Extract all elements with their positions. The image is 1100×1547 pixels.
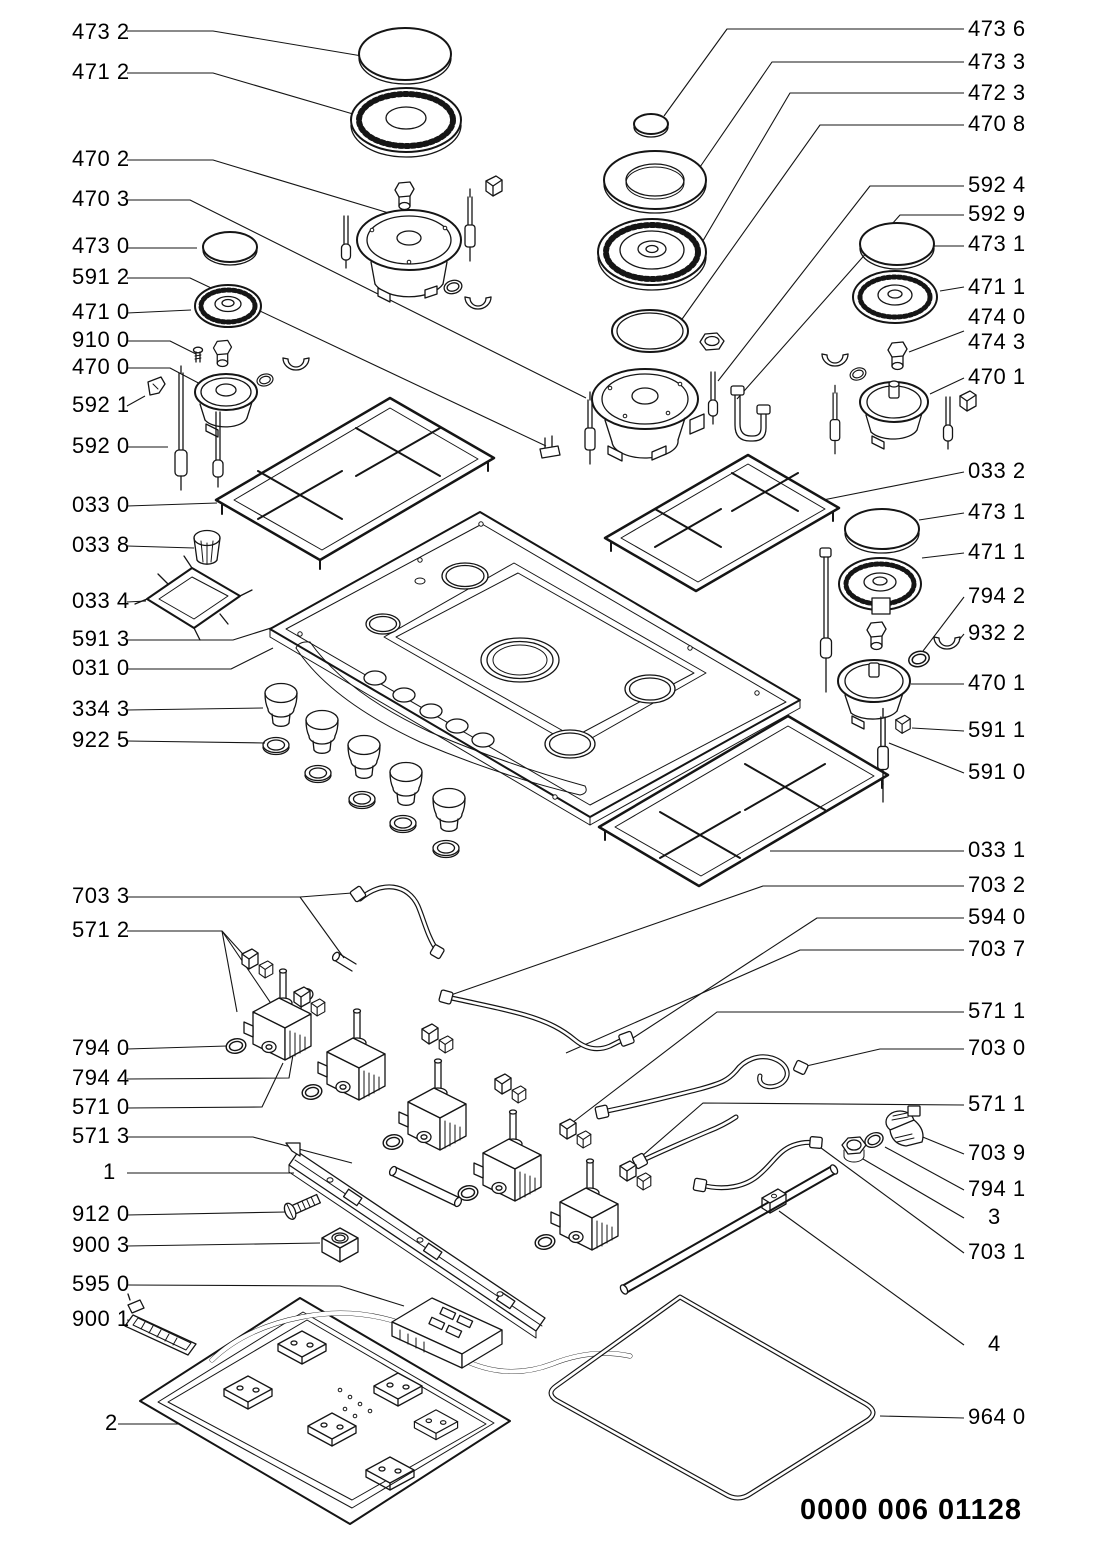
part-label-3343: 334 3	[72, 696, 130, 721]
part-label-0330: 033 0	[72, 492, 130, 517]
part-label-4710: 471 0	[72, 299, 130, 324]
part-label-4711: 471 1	[968, 274, 1026, 299]
part-label-7940: 794 0	[72, 1035, 130, 1060]
part-label-7033: 703 3	[72, 883, 130, 908]
part-label-5921: 592 1	[72, 392, 130, 417]
part-label-5713: 571 3	[72, 1123, 130, 1148]
part-label-4700: 470 0	[72, 354, 130, 379]
part-label-5929: 592 9	[968, 201, 1026, 226]
part-label-7032: 703 2	[968, 872, 1026, 897]
nut-block	[322, 1228, 358, 1262]
drawing-number: 0000 006 01128	[800, 1494, 1023, 1526]
part-label-4730: 473 0	[72, 233, 130, 258]
part-label-5924: 592 4	[968, 172, 1026, 197]
part-label-4731-b: 473 1	[968, 499, 1026, 524]
part-label-0338: 033 8	[72, 532, 130, 557]
part-label-7039: 703 9	[968, 1140, 1026, 1165]
part-label-item2: 2	[105, 1410, 118, 1435]
part-label-4701: 470 1	[968, 364, 1026, 389]
part-label-4702: 470 2	[72, 146, 130, 171]
part-label-0332: 033 2	[968, 458, 1026, 483]
short-tube	[388, 1165, 463, 1207]
part-label-7944: 794 4	[72, 1065, 130, 1090]
part-label-5920: 592 0	[72, 433, 130, 458]
part-label-0334: 033 4	[72, 588, 130, 613]
burner-top-left	[342, 28, 503, 309]
deflector-clip	[148, 377, 165, 395]
part-label-4736: 473 6	[968, 16, 1026, 41]
spark-generator	[392, 1298, 502, 1368]
part-label-4732: 473 2	[72, 19, 130, 44]
seal-gasket	[551, 1297, 873, 1498]
part-label-5910: 591 0	[968, 759, 1026, 784]
part-label-9100: 910 0	[72, 327, 130, 352]
part-label-5710: 571 0	[72, 1094, 130, 1119]
hose-stub	[331, 951, 356, 971]
part-label-item3: 3	[988, 1204, 1001, 1229]
part-label-9120: 912 0	[72, 1201, 130, 1226]
part-label-7941: 794 1	[968, 1176, 1026, 1201]
gas-hoses	[331, 886, 822, 1192]
part-label-5950: 595 0	[72, 1271, 130, 1296]
part-label-5912: 591 2	[72, 264, 130, 289]
part-label-4708: 470 8	[968, 111, 1026, 136]
part-label-5911: 591 1	[968, 717, 1026, 742]
part-label-item1: 1	[103, 1159, 116, 1184]
part-label-5913: 591 3	[72, 626, 130, 651]
base-pan	[140, 1298, 630, 1524]
manifold-nut	[842, 1137, 866, 1162]
burner-left-small	[148, 232, 309, 490]
pan-support-right	[605, 455, 839, 591]
burner-top-right	[822, 223, 976, 454]
part-label-4711-b: 471 1	[968, 539, 1026, 564]
part-label-7030: 703 0	[968, 1035, 1026, 1060]
injector-screw	[194, 347, 203, 362]
mini-pan-support	[135, 556, 252, 640]
flathead-screw	[282, 1191, 322, 1221]
part-label-9225: 922 5	[72, 727, 130, 752]
part-label-5711-b: 571 1	[968, 1091, 1026, 1116]
part-label-9001: 900 1	[72, 1306, 130, 1331]
elbow-fitting	[886, 1106, 923, 1146]
part-label-4740: 474 0	[968, 304, 1026, 329]
spark-electrode	[540, 436, 560, 458]
part-label-4723: 472 3	[968, 80, 1026, 105]
part-label-7037: 703 7	[968, 936, 1026, 961]
part-label-item4: 4	[988, 1331, 1001, 1356]
burner-center-wok	[585, 114, 770, 464]
manifold-tube	[619, 1164, 839, 1296]
inlet-elbow-group	[842, 1106, 923, 1162]
terminal-block	[125, 1294, 196, 1355]
part-label-4733: 473 3	[968, 49, 1026, 74]
part-label-9322: 932 2	[968, 620, 1026, 645]
part-label-4701-b: 470 1	[968, 670, 1026, 695]
part-label-7031: 703 1	[968, 1239, 1026, 1264]
part-label-0331: 033 1	[968, 837, 1026, 862]
part-label-4743: 474 3	[968, 329, 1026, 354]
part-label-0310: 031 0	[72, 655, 130, 680]
part-label-4731: 473 1	[968, 231, 1026, 256]
spark-plug-long	[175, 366, 187, 490]
part-label-5712: 571 2	[72, 917, 130, 942]
bypass-plug	[194, 531, 220, 565]
part-label-9003: 900 3	[72, 1232, 130, 1257]
part-label-4703: 470 3	[72, 186, 130, 211]
part-label-5940: 594 0	[968, 904, 1026, 929]
part-label-7942: 794 2	[968, 583, 1026, 608]
part-label-4712: 471 2	[72, 59, 130, 84]
thermocouple-small	[213, 412, 223, 487]
part-label-5711: 571 1	[968, 998, 1026, 1023]
thermocouple-long	[820, 548, 832, 692]
part-label-9640: 964 0	[968, 1404, 1026, 1429]
